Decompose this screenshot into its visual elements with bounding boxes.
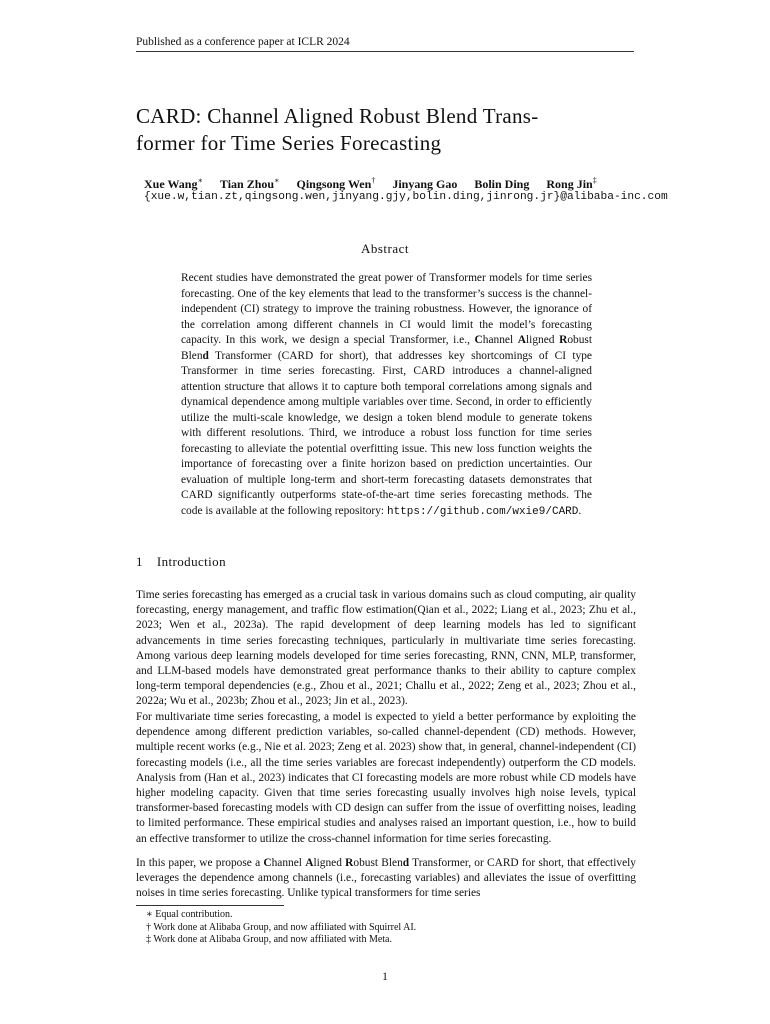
author: Tian Zhou∗ bbox=[219, 176, 280, 191]
paper-title bbox=[136, 103, 656, 157]
running-header: Published as a conference paper at ICLR 2024 bbox=[136, 36, 350, 48]
abstract-body: Recent studies have demonstrated the great power of Transformer models for time series forecasting. One of the key elements that lead to the transformer’s success is the channel-independent (CI) strategy to improve the training robustness. However, the ignorance of the correlation among different channels in CI would limit the model’s forecasting capacity. In this work, we design a special Transformer, i.e., Channel Aligned Robust Blend Transformer (CARD for short), that addresses key shortcomings of CI type Transformer in time series forecasting. First, CARD introduces a channel-aligned attention structure that allows it to capture both temporal correlations among signals and dynamical dependence among multiple variables over time. Second, in order to efficiently utilize the multi-scale knowledge, we design a token blend module to generate tokens with different resolutions. Third, we introduce a robust loss function for time series forecasting to alleviate the potential overfitting issue. This new loss function weights the importance of forecasting over a finite horizon based on prediction uncertainties. Our evaluation of multiple long-term and short-term forecasting datasets demonstrates that CARD significantly outperforms state-of-the-art time series forecasting methods. The code is available at the following repository: https://github.com/wxie9/CARD. bbox=[181, 272, 592, 518]
title-line-2: former for Time Series Forecasting bbox=[136, 131, 442, 155]
footnote: ∗ Equal contribution. bbox=[146, 909, 233, 920]
paragraph: In this paper, we propose a Channel Aligned Robust Blend Transformer, or CARD for short, that effectively leverages the dependence among channels (i.e., forecasting variables) and alleviates the issue of overfitting noises in time series forecasting. Unlike typical transformers for time series bbox=[136, 857, 637, 900]
author: Xue Wang∗ bbox=[144, 176, 203, 191]
footnotes bbox=[146, 909, 416, 947]
page-number: 1 bbox=[382, 971, 388, 983]
section-heading bbox=[136, 554, 226, 570]
paragraph: For multivariate time series forecasting, a model is expected to yield a better performance by exploiting the dependence among different prediction variables, so-called channel-dependent (CD) methods. However, multiple recent works (e.g., Nie et al. 2023; Zeng et al. 2023) show that, in general, channel-independent (CI) forecasting models (i.e., all the time series variables are forecast independently) outperform the CD models. Analysis from (Han et al., 2023) indicates that CI forecasting models are more robust while CD models have higher modeling capacity. Given that time series forecasting usually involves high noise levels, typical transformer-based forecasting models with CD design can suffer from the issue of overfitting noises, leading to limited performance. These empirical studies and analyses raised an important question, i.e., how to build an effective transformer to utilize the cross-channel information for time series forecasting. bbox=[136, 711, 636, 845]
author-list bbox=[144, 176, 611, 192]
title-line-1: CARD: Channel Aligned Robust Blend Trans- bbox=[136, 104, 539, 128]
footnote: ‡ Work done at Alibaba Group, and now affiliated with Meta. bbox=[146, 934, 392, 946]
section-number: 1 bbox=[136, 554, 143, 569]
footnote: † Work done at Alibaba Group, and now affiliated with Squirrel AI. bbox=[146, 921, 417, 933]
author: Jinyang Gao bbox=[392, 177, 458, 191]
paragraph: Time series forecasting has emerged as a crucial task in various domains such as cloud computing, air quality forecasting, energy management, and traffic flow estimation(Qian et al., 2022; Liang et al., 2023; Zhu et al., 2023; Wen et al., 2023a). The rapid development of deep learning models has led to significant advancements in time series forecasting techniques, particularly in multivariate time series forecasting. Among various deep learning models developed for time series forecasting, RNN, CNN, MLP, transformer, and LLM-based models have demonstrated great performance thanks to their ability to capture complex long-term temporal dependencies (e.g., Zhou et al., 2021; Challu et al., 2022; Zeng et al., 2023; Zhou et al., 2022a; Wu et al., 2023b; Zhou et al., 2023; Jin et al., 2023). bbox=[136, 589, 636, 708]
section-title: Introduction bbox=[156, 554, 226, 569]
abstract-heading: Abstract bbox=[360, 241, 410, 256]
header-rule bbox=[136, 51, 634, 52]
author-emails: {xue.w,tian.zt,qingsong.wen,jinyang.gjy,bolin.ding,jinrong.jr}@alibaba-inc.com bbox=[144, 191, 668, 203]
footnote-rule bbox=[136, 905, 284, 906]
author: Qingsong Wen† bbox=[296, 176, 376, 191]
author: Rong Jin‡ bbox=[546, 176, 597, 191]
repository-link[interactable]: https://github.com/wxie9/CARD bbox=[386, 505, 579, 518]
author: Bolin Ding bbox=[474, 177, 530, 191]
